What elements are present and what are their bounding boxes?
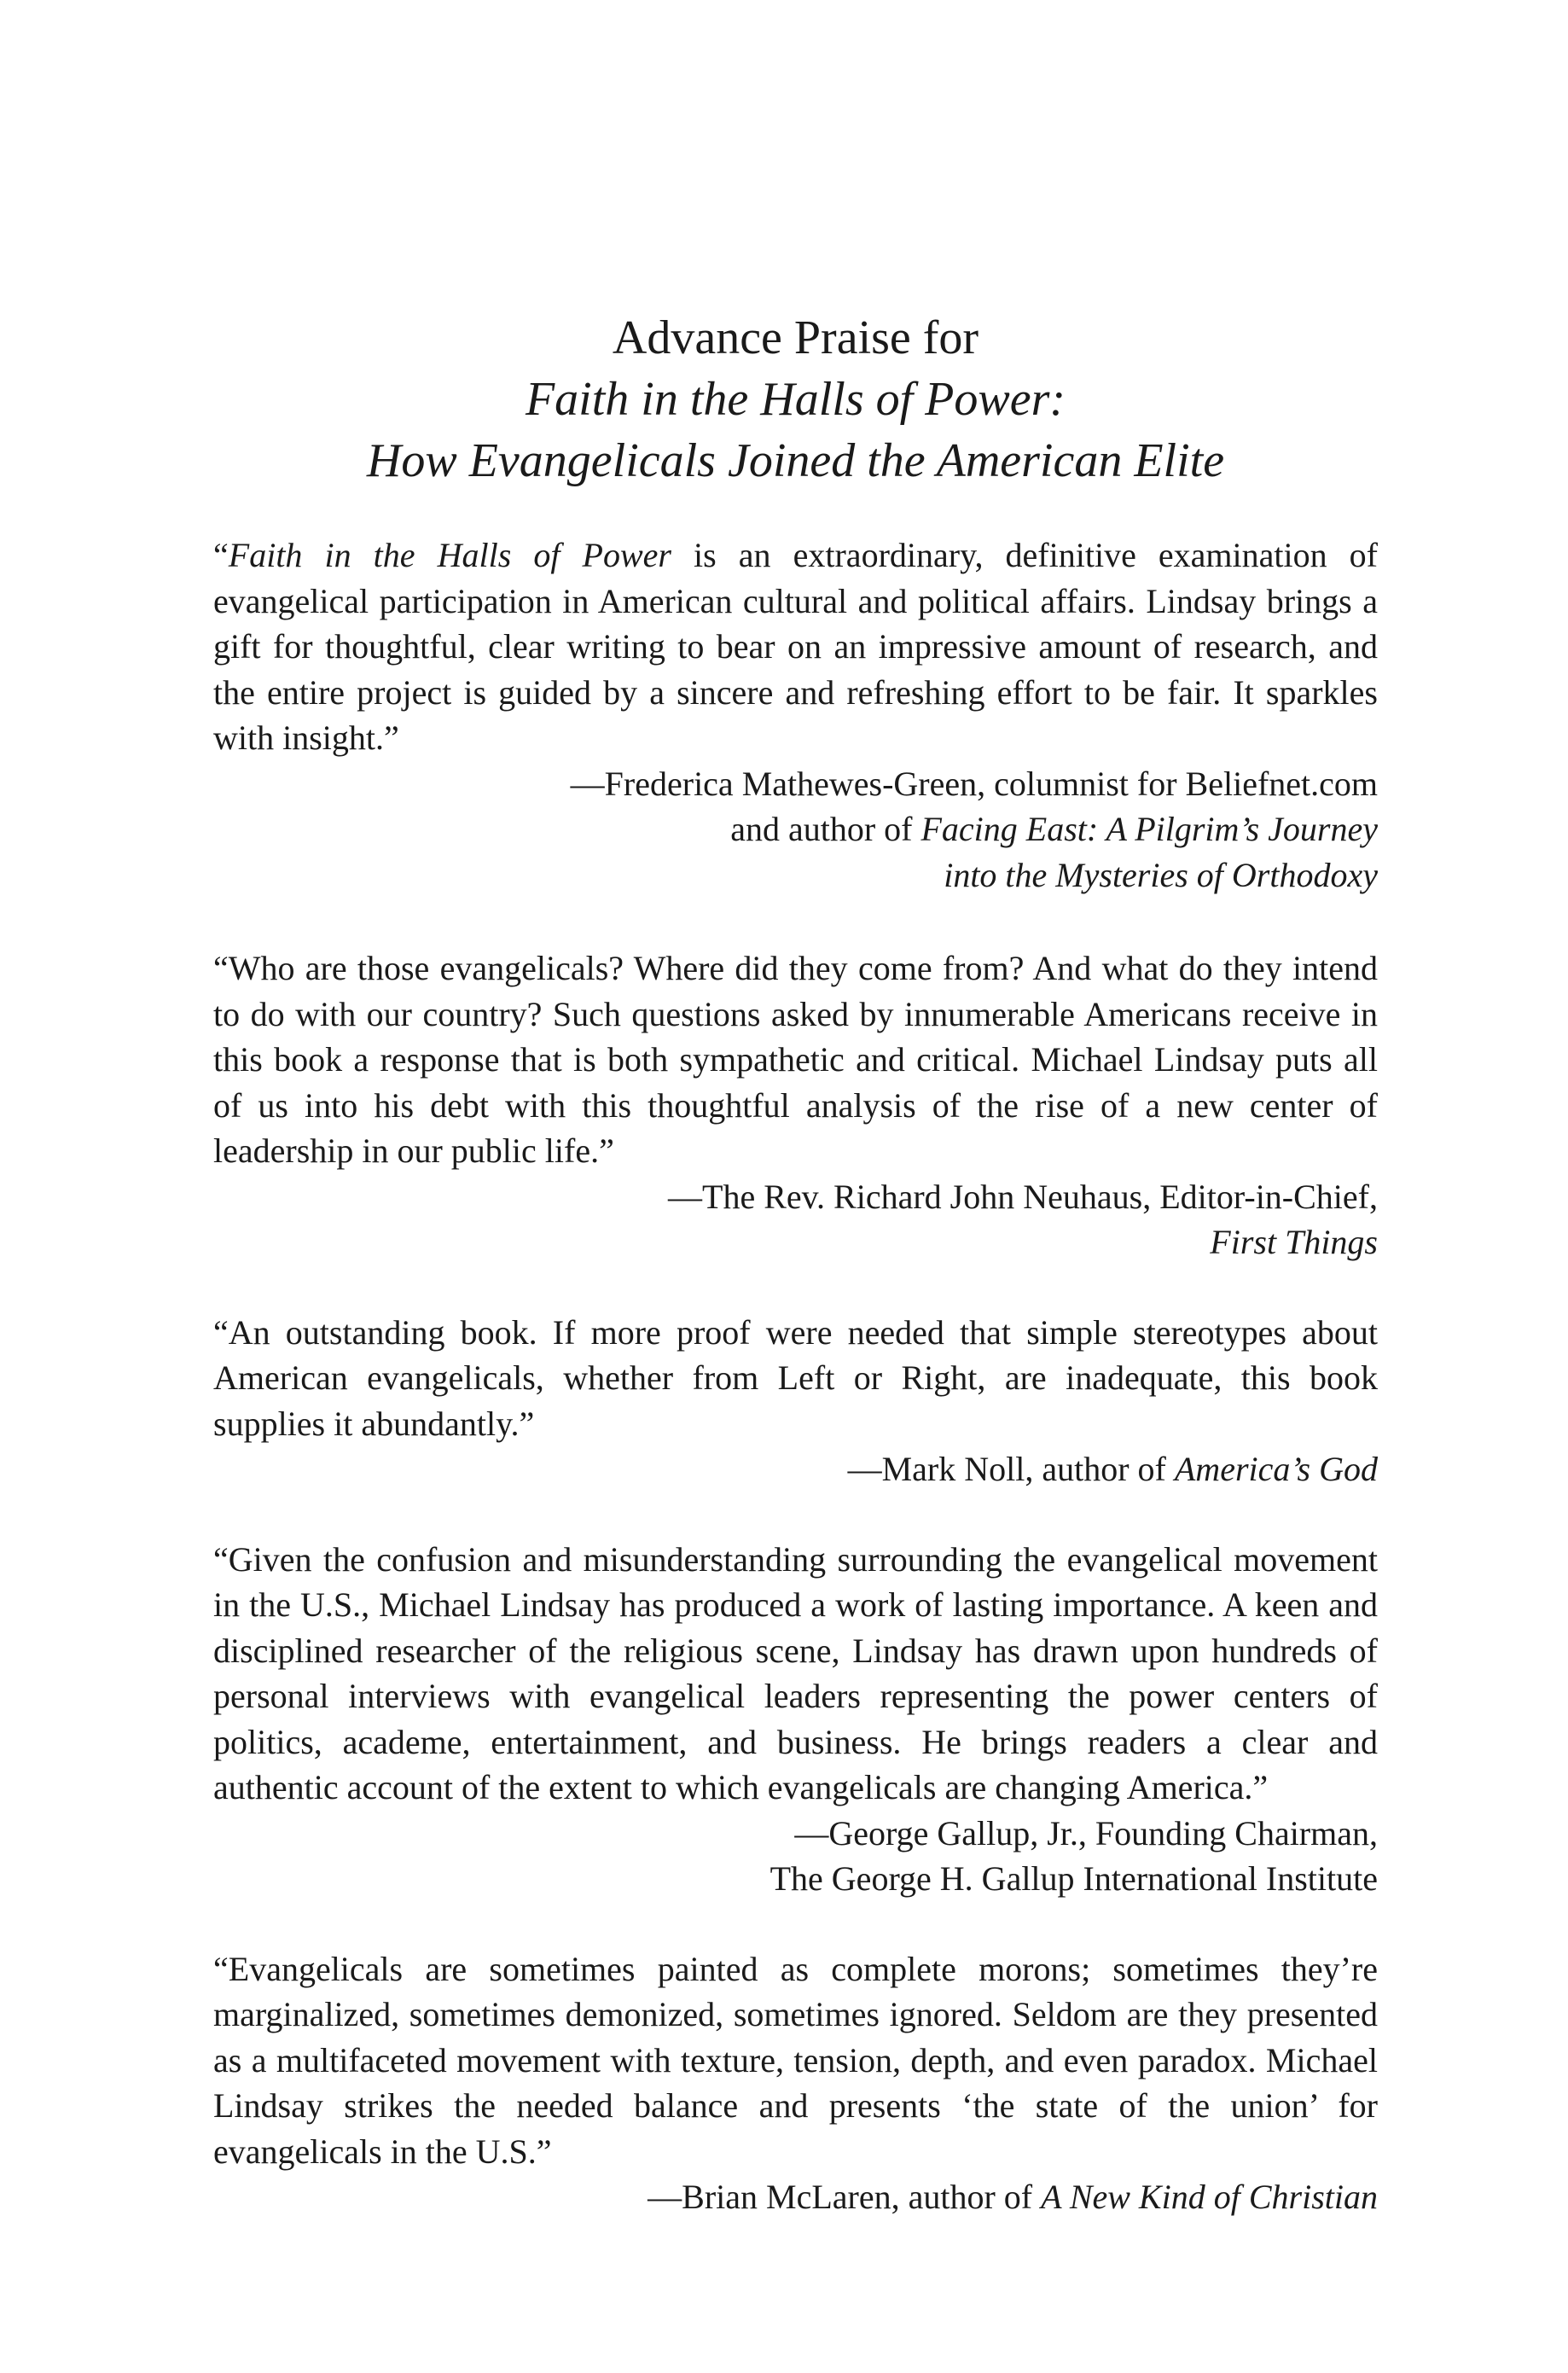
blurb-1-attribution: —Frederica Mathewes-Green, columnist for Beliefnet.com and author of Facing East: A Pilgrim’s Journey into the Mysteries of Orthodoxy xyxy=(570,764,1378,894)
page-heading xyxy=(213,307,1378,491)
heading-line-2: Faith in the Halls of Power: xyxy=(525,373,1066,426)
blurb-4 xyxy=(213,1537,1378,1902)
blurb-4-attribution: —George Gallup, Jr., Founding Chairman, The George H. Gallup International Institute xyxy=(769,1813,1378,1898)
blurb-3 xyxy=(213,1310,1378,1492)
blurb-3-attribution: —Mark Noll, author of America’s God xyxy=(847,1450,1378,1488)
blurb-2 xyxy=(213,945,1378,1265)
blurb-1-quote: “Faith in the Halls of Power is an extraordinary, definitive examination of evangelical participation in American cultural and political affairs. Lindsay brings a gift for thoughtful, clear writing to bear on an impressive amount of research, and the entire project is guided by a sincere and refreshing effort to be fair. It sparkles with insight.” xyxy=(213,536,1378,757)
praise-page xyxy=(213,307,1378,2266)
blurb-3-quote: “An outstanding book. If more proof were needed that simple stereotypes about American evangelicals, whether from Left or Right, are inadequate, this book supplies it abundantly.” xyxy=(213,1312,1378,1443)
blurb-5 xyxy=(213,1946,1378,2220)
blurb-2-attribution: —The Rev. Richard John Neuhaus, Editor-in-Chief, First Things xyxy=(668,1177,1378,1261)
book-title: Faith in the Halls of Power xyxy=(228,536,671,574)
blurb-4-quote: “Given the confusion and misunderstanding surrounding the evangelical movement in the U.S., Michael Lindsay has produced a work of lasting importance. A keen and disciplined researcher of the religious scene, Lindsay has drawn upon hundreds of personal interviews with evangelical leaders representing the power centers of politics, academe, entertainment, and business. He brings readers a clear and authentic account of the extent to which evangelicals are changing America.” xyxy=(213,1539,1378,1806)
blurb-2-quote: “Who are those evangelicals? Where did they come from? And what do they intend to do with our country? Such questions asked by innumerable Americans receive in this book a response that is both sympathetic and critical. Michael Lindsay puts all of us into his debt with this thoughtful analysis of the rise of a new center of leadership in our public life.” xyxy=(213,949,1378,1170)
blurb-5-quote: “Evangelicals are sometimes painted as complete morons; sometimes they’re marginalized, sometimes demonized, sometimes ignored. Seldom are they presented as a multifaceted movement with texture, tension, depth, and even paradox. Michael Lindsay strikes the needed balance and presents ‘the state of the union’ for evangelicals in the U.S.” xyxy=(213,1949,1378,2171)
blurb-5-attribution: —Brian McLaren, author of A New Kind of Christian xyxy=(648,2178,1378,2216)
blurb-1 xyxy=(213,532,1378,898)
heading-line-3: How Evangelicals Joined the American Elite xyxy=(366,434,1225,487)
heading-line-1: Advance Praise for xyxy=(612,311,979,364)
